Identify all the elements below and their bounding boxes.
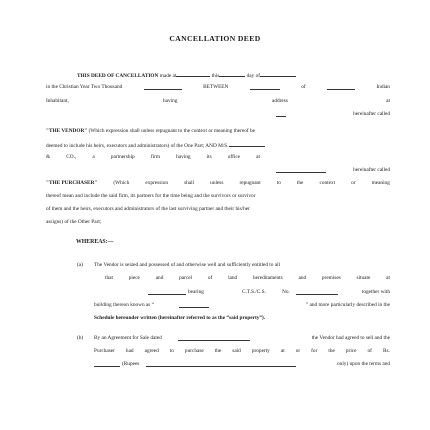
clause-a-line-3: bearing C.T.S./C.S. No. together with xyxy=(94,289,390,295)
vendor-term: "THE VENDOR" xyxy=(46,128,88,134)
intro-line-1: THIS DEED OF CANCELLATION made at this day of xyxy=(77,71,296,79)
clause-a-line-5: Schedule hereunder written (hereinafter referred to as the “said property”). xyxy=(94,315,266,321)
blank-day xyxy=(219,71,245,77)
clause-a-line-4: building thereon known as “ ” and more particularly described in the xyxy=(94,302,390,308)
purchaser-line-1: "THE PURCHASER" (Which expression shall unless repugnant to the context or meaning xyxy=(46,180,390,186)
clause-b-line-3: (Rupees only) upon the terms and xyxy=(94,361,390,367)
clause-b-label: (b) xyxy=(77,335,84,341)
vendor-line-3: & CO., a partnership firm having its office at xyxy=(46,154,260,160)
blank-month xyxy=(260,71,296,77)
document-title: CANCELLATION DEED xyxy=(169,34,261,43)
vendor-line-4: hereinafter called xyxy=(276,167,390,173)
clause-a-line-2: that piece and parcel of land hereditaments and premises situate at xyxy=(105,275,390,281)
whereas-heading: WHEREAS:— xyxy=(76,239,114,245)
clause-a-line-1: The Vendor is seized and possessed of and otherwise well and sufficiently entitled to all xyxy=(94,262,281,268)
clause-b-line-1: By an Agreement for Sale dated the Vendor had agreed to sell and the xyxy=(94,335,390,341)
clause-b-line-2: Purchaser had agreed to purchase the said property at or for the price of Rs. xyxy=(94,348,390,354)
purchaser-term: "THE PURCHASER" xyxy=(46,180,98,186)
intro-line-4: hereinafter called xyxy=(276,111,390,117)
intro-line-3: Inhabitant, having address at xyxy=(46,98,390,104)
blank-place xyxy=(176,71,210,77)
intro-heading: THIS DEED OF CANCELLATION xyxy=(77,73,159,79)
intro-line-2: in the Christian Year Two Thousand BETWEEN of Indian xyxy=(46,84,390,90)
vendor-line-2: deemed to include his heirs, executors and administrators) of the One Part; AND M/S. xyxy=(46,141,265,149)
purchaser-line-3: of them and the heirs, executors and administrators of the last surviving partner and their his/her xyxy=(46,206,250,212)
vendor-line-1: "THE VENDOR" (Which expression shall unless repugnant to the context or meaning thereof be xyxy=(46,128,255,134)
purchaser-line-4: assigns) of the Other Part; xyxy=(46,219,102,225)
clause-a-label: (a) xyxy=(77,262,83,268)
purchaser-line-2: thereof mean and include the said firm, its partners for the time being and the survivors or survivor xyxy=(46,193,256,199)
